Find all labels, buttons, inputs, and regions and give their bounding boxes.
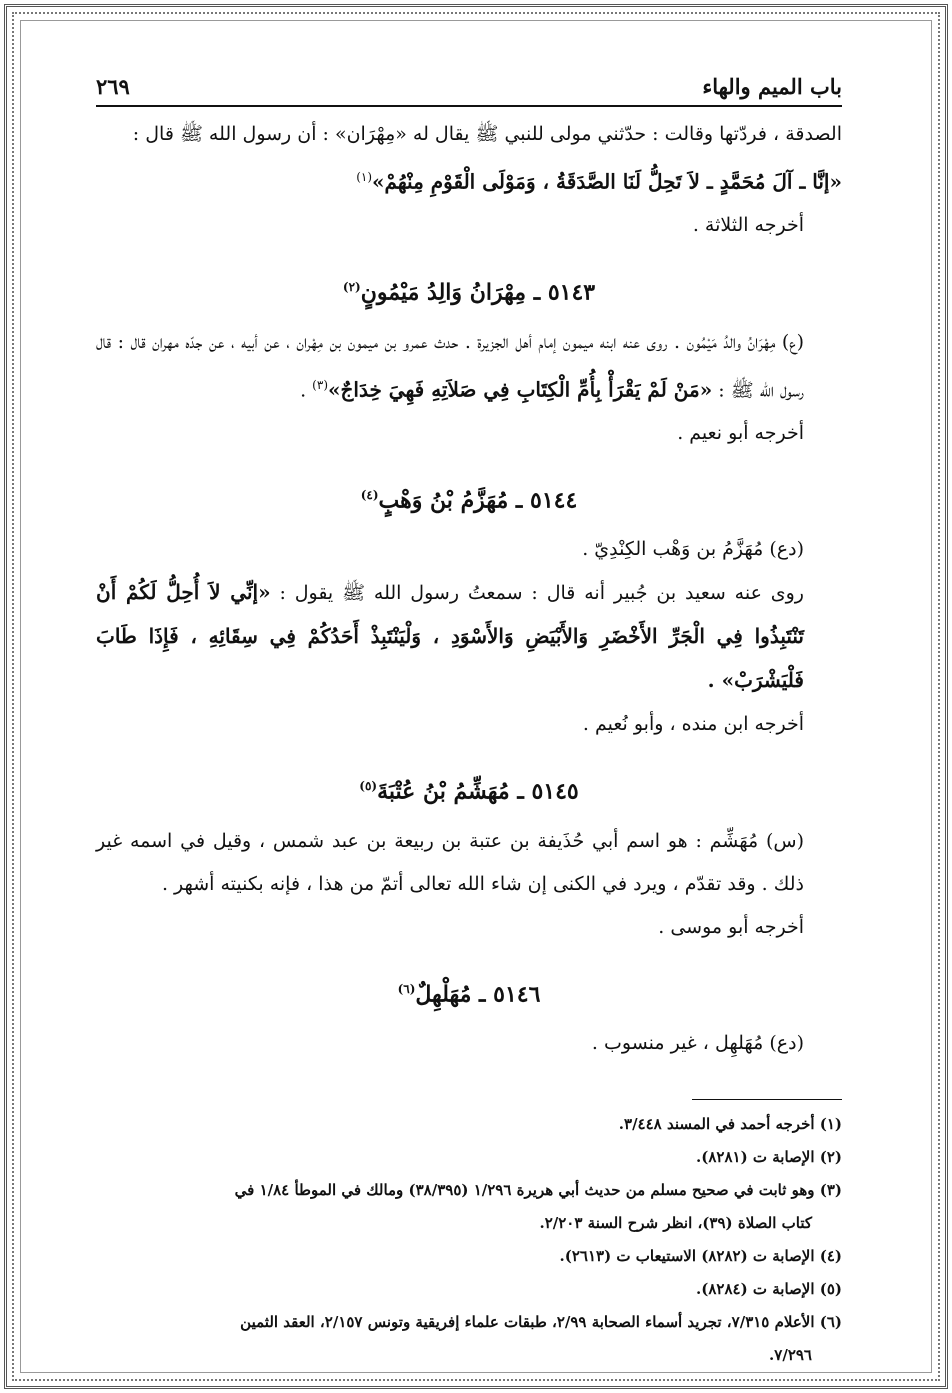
- entry-body-text: روى عنه سعيد بن جُبير أنه قال : سمعتُ رسول الله ﷺ يقول :: [279, 582, 804, 605]
- hadith-quote: «مَنْ لَمْ يَقْرَأْ بِأُمِّ الْكِتَابِ فِي صَلاَتِهِ فَهِيَ خِدَاجٌ»: [328, 376, 713, 401]
- intro-quote: [96, 156, 842, 204]
- hadith-quote: «إنَّا ـ آلَ مُحَمَّدٍ ـ لاَ تَحِلُّ لَنَا الصَّدَقَةُ ، وَمَوْلَى الْقَوْمِ مِنْهُمْ»: [372, 169, 842, 194]
- page-content: [96, 74, 842, 1372]
- footnote-ref: (٣): [312, 377, 328, 392]
- page-number: ٢٦٩: [96, 74, 130, 99]
- footnote-ref: (٥): [359, 779, 378, 794]
- takhrij: أخرجه الثلاثة .: [692, 214, 804, 237]
- entry-title: [96, 766, 842, 811]
- footnote-separator: [692, 1099, 842, 1100]
- footnote-continuation: ٧/٢٩٦.: [769, 1345, 812, 1364]
- entry-body: (س) مُهَشِّم : هو اسم أبي حُذَيفة بن عتبة بن ربيعة بن عبد شمس ، وقيل في اسمه غير ذلك . وقد تقدّم ، ويرد في الكنى إن شاء الله تعالى أتمّ من هذا ، فإنه بكنيته أشهر .: [96, 829, 804, 895]
- entry-title-text: ٥١٤٥ ـ مُهَشِّمُ بْنُ عُتْبَةَ: [377, 778, 579, 805]
- footnote-ref: (٤): [360, 487, 379, 502]
- entry-body: (ع) مِهْرَانُ والدُ مَيْمُون . روى عنه ابنه ميمون إمام أهل الجزيرة . حدث عمرو بن ميمون بن مِهْران ، عن أبيه ، عن جدّه مهران قال : قال رسول الله ﷺ : «مَنْ لَمْ يَقْرَأْ بِأُمِّ الْكِتَابِ فِي صَلاَتِهِ فَهِيَ خِدَاجٌ»$^{(٣)}$ .: [96, 330, 804, 401]
- entry-body-text: (ع) مِهْرَانُ والدُ مَيْمُون . روى عنه ابنه ميمون إمام أهل الجزيرة . حدث عمرو بن ميمون بن مِهْران ، عن أبيه ، عن جدّه مهران قال : قال رسول الله ﷺ :: [96, 330, 804, 401]
- footnote: (٦) الأعلام ٧/٣١٥، تجريد أسماء الصحابة ٢/٩٩، طبقات علماء إفريقية وتونس ٢/١٥٧، العقد الثمين: [240, 1312, 842, 1331]
- footnote: (٢) الإصابة ت (٨٢٨١).: [696, 1147, 842, 1166]
- entry-title-text: ٥١٤٤ ـ مُهَزَّمُ بْنُ وَهْبٍ: [378, 487, 578, 514]
- footnote: (٤) الإصابة ت (٨٢٨٢) الاستيعاب ت (٢٦١٣).: [559, 1246, 842, 1265]
- footnote: (٣) وهو ثابت في صحيح مسلم من حديث أبي هريرة ١/٢٩٦ (٣٨/٣٩٥) ومالك في الموطأ ١/٨٤ في: [234, 1180, 842, 1199]
- entry-body: (دع) مُهَزَّمُ بن وَهْب الكِنْدِيّ .: [582, 538, 804, 561]
- entry-body: (دع) مُهَلهِل ، غير منسوب .: [591, 1031, 804, 1054]
- entry-title: [96, 267, 842, 312]
- footnote-ref: (١): [356, 170, 373, 184]
- footnote: (١) أخرجه أحمد في المسند ٣/٤٤٨.: [618, 1114, 842, 1133]
- takhrij: أخرجه ابن منده ، وأبو نُعيم .: [582, 713, 804, 736]
- footnote-ref: (٢): [342, 280, 361, 295]
- entry-body: [96, 571, 842, 703]
- entry-title: [96, 969, 842, 1014]
- footnotes: [96, 1108, 842, 1372]
- entry-title-text: ٥١٤٦ ـ مُهَلْهِلٌ: [415, 980, 541, 1007]
- footnote-continuation: كتاب الصلاة (٣٩)، انظر شرح السنة ٢/٢٠٣.: [539, 1213, 812, 1232]
- running-header: [96, 74, 842, 107]
- running-title: باب الميم والهاء: [702, 74, 842, 99]
- entry-title-text: ٥١٤٣ ـ مِهْرَانُ وَالِدُ مَيْمُونٍ: [360, 279, 596, 306]
- hadith-quote: «إنِّي لاَ أُحِلُّ لَكُمْ أَنْ تَنْتَبِذُوا فِي الْجَرِّ الأَخْضَرِ وَالأَبْيَضِ وَالأَسْوَدِ ، وَلْيَنْتَبِذْ أَحَدُكُمْ فِي سِقَائِهِ ، فَإِذَا طَابَ فَلْيَشْرَبْ» .: [96, 580, 804, 693]
- footnote-ref: (٦): [397, 981, 416, 996]
- footnote: (٥) الإصابة ت (٨٢٨٤).: [696, 1279, 842, 1298]
- takhrij: أخرجه أبو موسى .: [658, 915, 804, 938]
- entry-title: [96, 475, 842, 520]
- intro-line: الصدقة ، فردّتها وقالت : حدّثني مولى للنبي ﷺ يقال له «مِهْرَان» : أن رسول الله ﷺ قال :: [132, 123, 842, 145]
- takhrij: أخرجه أبو نعيم .: [677, 421, 804, 444]
